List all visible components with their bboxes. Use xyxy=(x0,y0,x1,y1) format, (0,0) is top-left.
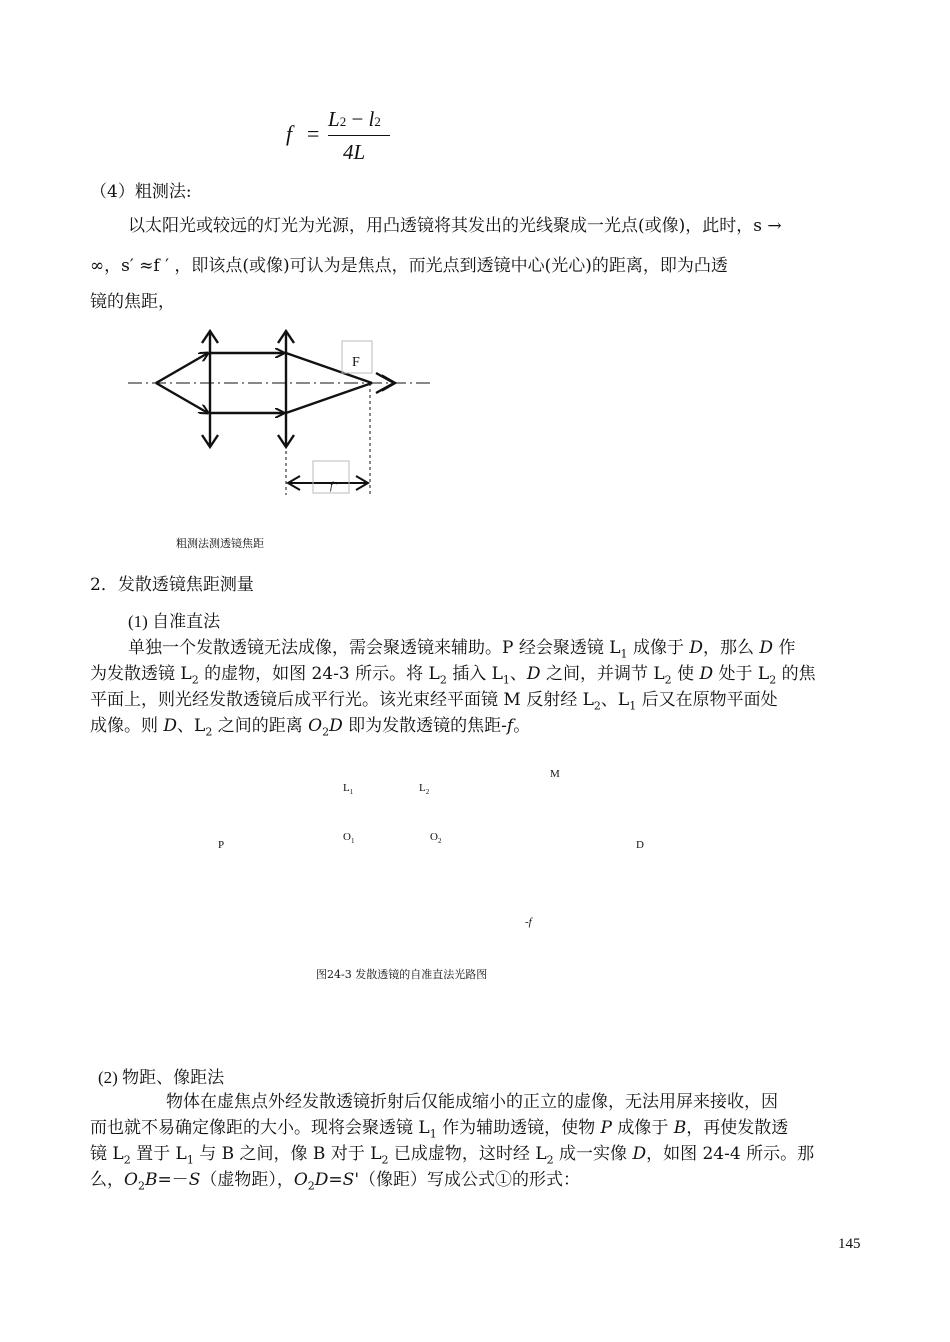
section2-heading: 2．发散透镜焦距测量 xyxy=(90,575,254,595)
formula-numerator: L2 − l2 xyxy=(328,107,381,131)
section2-p1-line3: 平面上，则光经发散透镜后成平行光。该光束经平面镜 M 反射经 $L_2$、$L_1$ 后又在原物平面处 xyxy=(90,690,778,713)
section2-p1-line4: 成像。则 D、$L_2$ 之间的距离 $O_2D$ 即为发散透镜的焦距-f。 xyxy=(90,716,531,739)
figure-caption-24-3: 图24-3 发散透镜的自准直法光路图 xyxy=(316,968,488,981)
fig-label-neg-f: -f xyxy=(525,916,532,928)
section4-para-line2: ∞，s′ ≈f ′ ，即该点(或像)可认为是焦点，而光点到透镜中心(光心)的距离，即为凸透 xyxy=(90,256,728,276)
fig-label-P: P xyxy=(218,839,225,851)
rough-method-diagram xyxy=(120,325,440,500)
section2-sub1: (1) 自准直法 xyxy=(128,612,221,631)
fig-label-O1: $O_1$ xyxy=(343,831,355,846)
section2-p2-line3: 镜 $L_2$ 置于 $L_1$ 与 B 之间，像 B 对于 $L_2$ 已成虚物，这时经 $L_2$ 成一实像 D，如图 24-4 所示。那 xyxy=(90,1144,815,1167)
section2-sub2: (2) 物距、像距法 xyxy=(98,1068,225,1087)
focus-label: F xyxy=(352,355,360,370)
fig-label-L2: $L_2$ xyxy=(419,782,430,797)
figure-caption-rough: 粗测法测透镜焦距 xyxy=(176,537,264,550)
formula-equals: = xyxy=(307,121,320,146)
section2-p2-line4: 么，$O_2B=-S$（虚物距），$O_2D=S'$（像距）写成公式①的形式： xyxy=(90,1170,581,1193)
section4-heading: （4）粗测法: xyxy=(90,182,192,202)
focal-length-label: f ′ xyxy=(330,481,338,492)
fig-label-M: M xyxy=(550,768,560,780)
section2-p1-line2: 为发散透镜 $L_2$ 的虚物，如图 24-3 所示。将 $L_2$ 插入 $L_1$、D 之间，并调节 $L_2$ 使 D 处于 $L_2$ 的焦 xyxy=(90,664,816,687)
formula-lhs: f xyxy=(286,121,293,146)
fraction-bar xyxy=(328,135,390,136)
fig-label-L1: $L_1$ xyxy=(343,782,354,797)
section4-para-line1: 以太阳光或较远的灯光为光源，用凸透镜将其发出的光线聚成一光点(或像)，此时，s → xyxy=(128,216,782,236)
ray-in-bottom xyxy=(156,383,208,413)
section2-p2-line1: 物体在虚焦点外经发散透镜折射后仅能成缩小的正立的虚像，无法用屏来接收，因 xyxy=(166,1092,778,1112)
section2-p2-line2: 而也就不易确定像距的大小。现将会聚透镜 $L_1$ 作为辅助透镜，使物 P 成像于 B，再使发散透 xyxy=(90,1118,789,1141)
ray-converge-bottom xyxy=(286,383,372,413)
ray-in-top xyxy=(156,353,208,383)
section4-para-line3: 镜的焦距， xyxy=(90,292,175,312)
fig-label-O2: $O_2$ xyxy=(430,831,442,846)
fig-label-D: D xyxy=(636,839,644,851)
section2-p1-line1: 单独一个发散透镜无法成像，需会聚透镜来辅助。P 经会聚透镜 $L_1$ 成像于 D，那么 D 作 xyxy=(128,638,796,661)
formula-denominator: 4L xyxy=(343,140,366,164)
page-number: 145 xyxy=(838,1236,861,1252)
